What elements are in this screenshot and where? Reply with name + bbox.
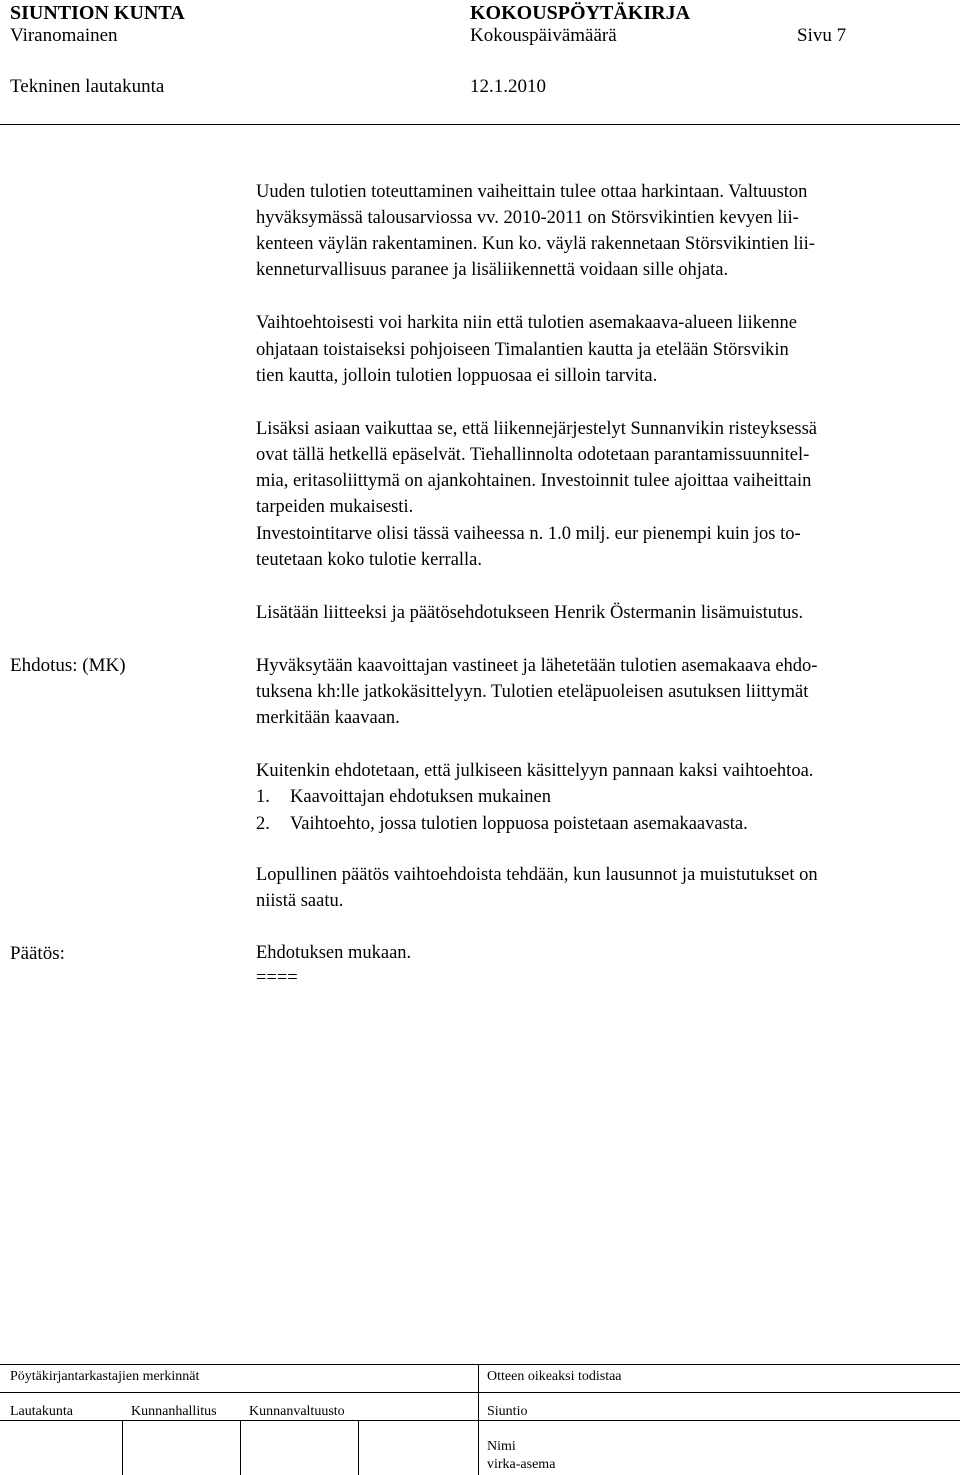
footer-place: Siuntio [487,1404,528,1419]
footer-column-divider [122,1420,123,1475]
footer-rule [0,1420,960,1421]
footer-col-kunnanhallitus: Kunnanhallitus [131,1404,217,1419]
footer-section-divider [478,1364,479,1475]
text-line: tarpeiden mukaisesti. [256,497,414,517]
certified-label: Otteen oikeaksi todistaa [487,1369,622,1384]
footer-rule [0,1392,960,1393]
option-text: Kaavoittajan ehdotuksen mukainen [290,787,551,807]
page-number: Sivu 7 [797,25,847,46]
text-line: tuksena kh:lle jatkokäsittelyyn. Tulotien eteläpuoleisen asutuksen liittymät [256,682,809,702]
option-number: 1. [256,787,270,807]
footer-column-divider [240,1420,241,1475]
text-line: Hyväksytään kaavoittajan vastineet ja lähetetään tulotien asemakaava ehdo- [256,656,818,676]
footer-col-kunnanvaltuusto: Kunnanvaltuusto [249,1404,345,1419]
meeting-date: 12.1.2010 [470,76,546,97]
authority-label: Viranomainen [10,25,118,46]
option-text: Vaihtoehto, jossa tulotien loppuosa poistetaan asemakaavasta. [290,814,748,834]
text-line: teutetaan koko tulotie kerralla. [256,550,483,570]
text-line: Lopullinen päätös vaihtoehdoista tehdään, kun lausunnot ja muistutukset on [256,865,818,885]
end-mark: ==== [256,968,298,988]
header-divider [0,124,960,125]
footer-top-rule [0,1364,960,1365]
text-line: Uuden tulotien toteuttaminen vaiheittain tulee ottaa harkintaan. Valtuuston [256,182,808,202]
text-line: Vaihtoehtoisesti voi harkita niin että tulotien asemakaava-alueen liikenne [256,313,797,333]
text-line: Investointitarve olisi tässä vaiheessa n. 1.0 milj. eur pienempi kuin jos to- [256,524,801,544]
footer-column-divider [358,1420,359,1475]
date-label: Kokouspäivämäärä [470,25,617,46]
text-line: kenteen väylän rakentaminen. Kun ko. väylä rakennetaan Störsvikintien lii- [256,234,815,254]
text-line: mia, eritasoliittymä on ajankohtainen. Investoinnit tulee ajoittaa vaiheittain [256,471,812,491]
text-line: kenneturvallisuus paranee ja lisäliikennettä voidaan sille ohjata. [256,260,729,280]
text-line: Lisäksi asiaan vaikuttaa se, että liikennejärjestelyt Sunnanvikin risteyksessä [256,419,818,439]
text-line: hyväksymässä talousarviossa vv. 2010-2011 on Störsvikintien kevyen lii- [256,208,799,228]
text-line: niistä saatu. [256,891,344,911]
text-line: tien kautta, jolloin tulotien loppuosaa ei silloin tarvita. [256,366,658,386]
org-name: SIUNTION KUNTA [10,2,185,24]
proposal-paragraph-2: Kuitenkin ehdotetaan, että julkiseen käsittelyyn pannaan kaksi vaihtoehtoa. [256,761,814,781]
decision-text: Ehdotuksen mukaan. [256,943,412,963]
checkers-label: Pöytäkirjantarkastajien merkinnät [10,1369,200,1384]
footer-title-label: virka-asema [487,1457,556,1472]
authority-name: Tekninen lautakunta [10,76,165,97]
document-type: KOKOUSPÖYTÄKIRJA [470,2,691,24]
text-line: merkitään kaavaan. [256,708,400,728]
footer-name-label: Nimi [487,1439,516,1454]
proposal-label: Ehdotus: (MK) [10,655,126,676]
decision-label: Päätös: [10,943,65,964]
body-paragraph-4: Lisätään liitteeksi ja päätösehdotukseen Henrik Östermanin lisämuistutus. [256,603,804,623]
option-number: 2. [256,814,270,834]
footer-col-lautakunta: Lautakunta [10,1404,73,1419]
text-line: ovat tällä hetkellä epäselvät. Tiehallinnolta odotetaan parantamissuunnitel- [256,445,810,465]
text-line: ohjataan toistaiseksi pohjoiseen Timalantien kautta ja etelään Störsvikin [256,340,789,360]
